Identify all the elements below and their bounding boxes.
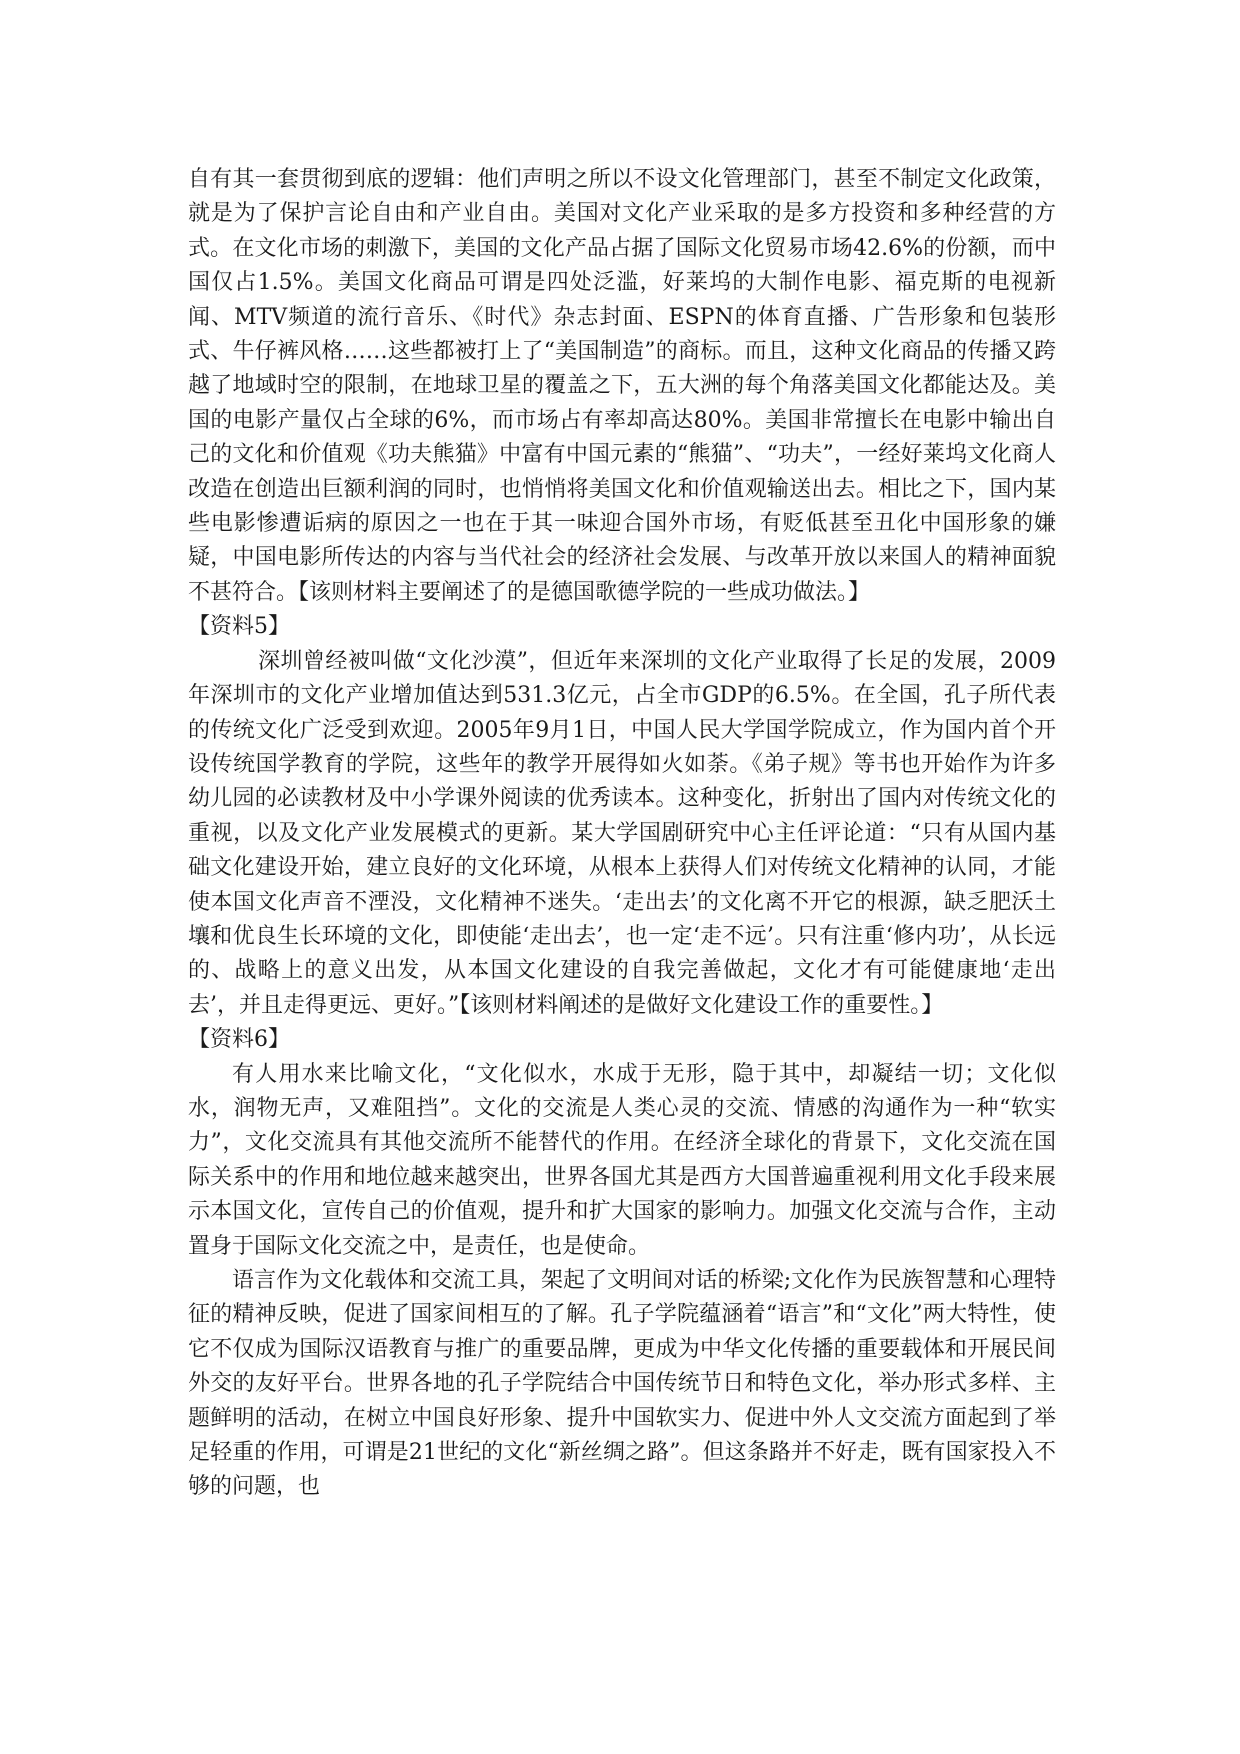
paragraph-shenzhen-culture: 深圳曾经被叫做“文化沙漠”，但近年来深圳的文化产业取得了长足的发展，2009年深圳市的文化产业增加值达到531.3亿元，占全市GDP的6.5%。在全国，孔子所代表的传统文化广泛受到欢迎。2005年9月1日，中国人民大学国学院成立，作为国内首个开设传统国学教育的学院，这些年的教学开展得如火如荼。《弟子规》等书也开始作为许多幼儿园的必读教材及中小学课外阅读的优秀读本。这种变化，折射出了国内对传统文化的重视，以及文化产业发展模式的更新。某大学国剧研究中心主任评论道：“只有从国内基础文化建设开始，建立良好的文化环境，从根本上获得人们对传统文化精神的认同，才能使本国文化声音不湮没，文化精神不迷失。‘走出去’的文化离不开它的根源，缺乏肥沃土壤和优良生长环境的文化，即使能‘走出去’，也一定‘走不远’。只有注重‘修内功’，从长远的、战略上的意义出发，从本国文化建设的自我完善做起，文化才有可能健康地‘走出去’，并且走得更远、更好。”【该则材料阐述的是做好文化建设工作的重要性。】 xyxy=(188,648,1056,1018)
document-page xyxy=(188,163,1056,1505)
heading-material-6: 【资料6】 xyxy=(188,1027,290,1053)
paragraph-confucius-institute: 语言作为文化载体和交流工具，架起了文明间对话的桥梁;文化作为民族智慧和心理特征的精神反映，促进了国家间相互的了解。孔子学院蕴涵着“语言”和“文化”两大特性，使它不仅成为国际汉语教育与推广的重要品牌，更成为中华文化传播的重要载体和开展民间外交的友好平台。世界各地的孔子学院结合中国传统节日和特色文化，举办形式多样、主题鲜明的活动，在树立中国良好形象、提升中国软实力、促进中外人文交流方面起到了举足轻重的作用，可谓是21世纪的文化“新丝绸之路”。但这条路并不好走，既有国家投入不够的问题，也 xyxy=(188,1268,1056,1500)
heading-material-5: 【资料5】 xyxy=(188,614,290,640)
paragraph-us-culture: 自有其一套贯彻到底的逻辑：他们声明之所以不设文化管理部门，甚至不制定文化政策，就是为了保护言论自由和产业自由。美国对文化产业采取的是多方投资和多种经营的方式。在文化市场的刺激下，美国的文化产品占据了国际文化贸易市场42.6%的份额，而中国仅占1.5%。美国文化商品可谓是四处泛滥，好莱坞的大制作电影、福克斯的电视新闻、MTV频道的流行音乐、《时代》杂志封面、ESPN的体育直播、广告形象和包装形式、牛仔裤风格……这些都被打上了“美国制造”的商标。而且，这种文化商品的传播又跨越了地域时空的限制，在地球卫星的覆盖之下，五大洲的每个角落美国文化都能达及。美国的电影产量仅占全球的6%，而市场占有率却高达80%。美国非常擅长在电影中输出自己的文化和价值观《功夫熊猫》中富有中国元素的“熊猫”、“功夫”，一经好莱坞文化商人改造在创造出巨额利润的同时，也悄悄将美国文化和价值观输送出去。相比之下，国内某些电影惨遭诟病的原因之一也在于其一味迎合国外市场，有贬低甚至丑化中国形象的嫌疑，中国电影所传达的内容与当代社会的经济社会发展、与改革开放以来国人的精神面貌不甚符合。【该则材料主要阐述了的是德国歌德学院的一些成功做法。】 xyxy=(188,167,1056,605)
paragraph-culture-like-water: 有人用水来比喻文化，“文化似水，水成于无形，隐于其中，却凝结一切；文化似水，润物无声，又难阻挡”。文化的交流是人类心灵的交流、情感的沟通作为一种“软实力”，文化交流具有其他交流所不能替代的作用。在经济全球化的背景下，文化交流在国际关系中的作用和地位越来越突出，世界各国尤其是西方大国普遍重视利用文化手段来展示本国文化，宣传自己的价值观，提升和扩大国家的影响力。加强文化交流与合作，主动置身于国际文化交流之中，是责任，也是使命。 xyxy=(188,1061,1056,1259)
